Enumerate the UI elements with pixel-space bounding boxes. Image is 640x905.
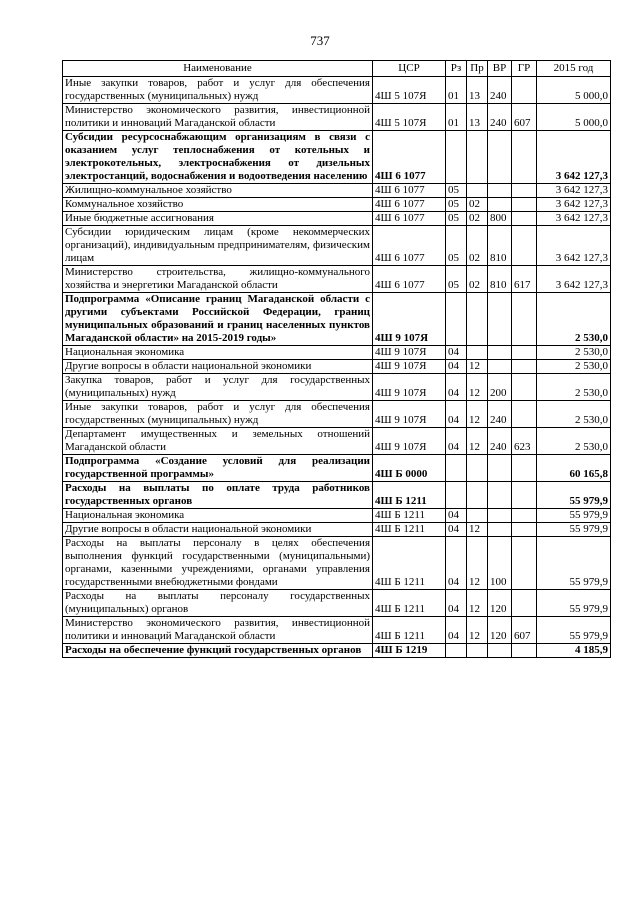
table-row (63, 523, 611, 537)
cell-name: Национальная экономика (63, 346, 373, 360)
cell-vr: 240 (488, 401, 512, 428)
page-number: 737 (310, 33, 330, 48)
cell-name: Министерство экономического развития, инвестиционной политики и инноваций Магаданской области (63, 617, 373, 644)
cell-gr (512, 212, 537, 226)
cell-amount: 3 642 127,3 (537, 184, 611, 198)
cell-pr (467, 293, 488, 346)
cell-amount: 3 642 127,3 (537, 198, 611, 212)
cell-name: Иные бюджетные ассигнования (63, 212, 373, 226)
cell-vr: 100 (488, 537, 512, 590)
cell-gr (512, 360, 537, 374)
cell-pr: 12 (467, 374, 488, 401)
cell-rz: 01 (446, 77, 467, 104)
table-row (63, 644, 611, 658)
cell-amount: 2 530,0 (537, 374, 611, 401)
cell-gr (512, 293, 537, 346)
table-row (63, 401, 611, 428)
table-row (63, 104, 611, 131)
cell-pr (467, 482, 488, 509)
table-row (63, 212, 611, 226)
cell-pr (467, 346, 488, 360)
cell-csr: 4Ш 6 1077 (373, 212, 446, 226)
cell-gr: 617 (512, 266, 537, 293)
cell-csr: 4Ш Б 1211 (373, 617, 446, 644)
cell-vr: 800 (488, 212, 512, 226)
cell-name: Иные закупки товаров, работ и услуг для обеспечения государственных (муниципальных) нужд (63, 401, 373, 428)
header-csr: ЦСР (373, 61, 446, 77)
cell-csr: 4Ш 9 107Я (373, 293, 446, 346)
cell-name: Департамент имущественных и земельных отношений Магаданской области (63, 428, 373, 455)
cell-name: Закупка товаров, работ и услуг для государственных (муниципальных) нужд (63, 374, 373, 401)
cell-pr: 12 (467, 537, 488, 590)
cell-gr (512, 198, 537, 212)
cell-rz: 05 (446, 266, 467, 293)
cell-rz (446, 482, 467, 509)
budget-table (62, 60, 611, 658)
table-row (63, 509, 611, 523)
header-amount: 2015 год (537, 61, 611, 77)
cell-rz: 04 (446, 374, 467, 401)
cell-csr: 4Ш 5 107Я (373, 104, 446, 131)
cell-gr: 607 (512, 104, 537, 131)
cell-rz (446, 644, 467, 658)
cell-amount: 2 530,0 (537, 401, 611, 428)
table-header (63, 61, 611, 77)
cell-vr (488, 523, 512, 537)
cell-rz: 04 (446, 509, 467, 523)
header-pr: Пр (467, 61, 488, 77)
cell-pr (467, 131, 488, 184)
cell-name: Расходы на выплаты персоналу в целях обеспечения выполнения функций государственными (муниципальными) органами, казенными учреждениями, органами управления государственными внебюджетными фондами (63, 537, 373, 590)
cell-vr (488, 346, 512, 360)
cell-gr (512, 226, 537, 266)
cell-amount: 3 642 127,3 (537, 131, 611, 184)
cell-csr: 4Ш 6 1077 (373, 198, 446, 212)
header-vr: ВР (488, 61, 512, 77)
cell-pr: 13 (467, 77, 488, 104)
cell-name: Подпрограмма «Создание условий для реализации государственной программы» (63, 455, 373, 482)
cell-gr (512, 77, 537, 104)
cell-vr: 120 (488, 590, 512, 617)
cell-csr: 4Ш 6 1077 (373, 226, 446, 266)
cell-vr (488, 293, 512, 346)
cell-vr: 810 (488, 266, 512, 293)
table-row (63, 266, 611, 293)
cell-name: Подпрограмма «Описание границ Магаданской области с другими субъектами Российской Федерации, границ муниципальных образований и границ населенных пунктов Магаданской области» на 2015-2019 годы» (63, 293, 373, 346)
table-row (63, 226, 611, 266)
cell-rz: 05 (446, 198, 467, 212)
table-body (63, 77, 611, 658)
header-rz: Рз (446, 61, 467, 77)
cell-rz: 05 (446, 226, 467, 266)
cell-amount: 55 979,9 (537, 509, 611, 523)
cell-rz: 04 (446, 537, 467, 590)
cell-gr (512, 482, 537, 509)
table-row (63, 617, 611, 644)
cell-rz: 05 (446, 184, 467, 198)
header-name: Наименование (63, 61, 373, 77)
cell-amount: 2 530,0 (537, 360, 611, 374)
cell-rz: 05 (446, 212, 467, 226)
cell-vr (488, 184, 512, 198)
cell-vr: 240 (488, 77, 512, 104)
cell-pr: 12 (467, 590, 488, 617)
cell-pr: 02 (467, 266, 488, 293)
cell-csr: 4Ш Б 1211 (373, 482, 446, 509)
cell-gr (512, 590, 537, 617)
cell-gr (512, 401, 537, 428)
cell-vr (488, 509, 512, 523)
cell-amount: 3 642 127,3 (537, 266, 611, 293)
table-row (63, 346, 611, 360)
table-row (63, 428, 611, 455)
table-row (63, 293, 611, 346)
cell-amount: 4 185,9 (537, 644, 611, 658)
cell-name: Жилищно-коммунальное хозяйство (63, 184, 373, 198)
cell-csr: 4Ш 9 107Я (373, 360, 446, 374)
cell-vr: 240 (488, 428, 512, 455)
cell-csr: 4Ш Б 0000 (373, 455, 446, 482)
cell-pr: 12 (467, 401, 488, 428)
cell-csr: 4Ш Б 1211 (373, 509, 446, 523)
cell-pr: 12 (467, 360, 488, 374)
cell-vr (488, 360, 512, 374)
cell-amount: 3 642 127,3 (537, 226, 611, 266)
cell-amount: 2 530,0 (537, 293, 611, 346)
cell-vr (488, 455, 512, 482)
cell-csr: 4Ш 9 107Я (373, 346, 446, 360)
cell-vr (488, 198, 512, 212)
cell-rz: 04 (446, 428, 467, 455)
cell-rz (446, 455, 467, 482)
cell-rz: 04 (446, 590, 467, 617)
cell-amount: 55 979,9 (537, 537, 611, 590)
cell-rz: 04 (446, 617, 467, 644)
cell-vr: 120 (488, 617, 512, 644)
cell-csr: 4Ш 9 107Я (373, 428, 446, 455)
cell-csr: 4Ш 9 107Я (373, 374, 446, 401)
cell-rz: 04 (446, 360, 467, 374)
cell-vr (488, 482, 512, 509)
cell-csr: 4Ш 6 1077 (373, 266, 446, 293)
cell-pr: 13 (467, 104, 488, 131)
cell-pr: 12 (467, 617, 488, 644)
table-row (63, 131, 611, 184)
cell-name: Субсидии ресурсоснабжающим организациям в связи с оказанием услуг теплоснабжения от котельных и электрокотельных, электроснабжения от дизельных электростанций, водоснабжения и водоотведения населению (63, 131, 373, 184)
cell-pr: 02 (467, 212, 488, 226)
cell-amount: 55 979,9 (537, 617, 611, 644)
cell-name: Расходы на выплаты персоналу государственных (муниципальных) органов (63, 590, 373, 617)
table-row (63, 198, 611, 212)
cell-pr: 02 (467, 226, 488, 266)
cell-csr: 4Ш 6 1077 (373, 184, 446, 198)
table-row (63, 184, 611, 198)
table-row (63, 537, 611, 590)
cell-vr: 810 (488, 226, 512, 266)
cell-name: Министерство экономического развития, инвестиционной политики и инноваций Магаданской области (63, 104, 373, 131)
cell-gr (512, 455, 537, 482)
cell-name: Министерство строительства, жилищно-коммунального хозяйства и энергетики Магаданской области (63, 266, 373, 293)
cell-amount: 5 000,0 (537, 104, 611, 131)
cell-rz: 04 (446, 401, 467, 428)
cell-amount: 55 979,9 (537, 590, 611, 617)
cell-name: Национальная экономика (63, 509, 373, 523)
cell-name: Другие вопросы в области национальной экономики (63, 523, 373, 537)
cell-rz (446, 293, 467, 346)
cell-gr: 623 (512, 428, 537, 455)
cell-vr: 200 (488, 374, 512, 401)
cell-name: Субсидии юридическим лицам (кроме некоммерческих организаций), индивидуальным предпринимателям, физическим лицам (63, 226, 373, 266)
cell-amount: 3 642 127,3 (537, 212, 611, 226)
table-row (63, 360, 611, 374)
cell-pr (467, 509, 488, 523)
cell-pr (467, 644, 488, 658)
cell-gr (512, 644, 537, 658)
header-row (63, 61, 611, 77)
cell-rz: 04 (446, 346, 467, 360)
cell-name: Иные закупки товаров, работ и услуг для обеспечения государственных (муниципальных) нужд (63, 77, 373, 104)
cell-vr (488, 644, 512, 658)
cell-gr (512, 509, 537, 523)
cell-gr (512, 537, 537, 590)
cell-name: Расходы на выплаты по оплате труда работников государственных органов (63, 482, 373, 509)
cell-csr: 4Ш 9 107Я (373, 401, 446, 428)
cell-csr: 4Ш Б 1211 (373, 590, 446, 617)
cell-vr: 240 (488, 104, 512, 131)
table-row (63, 77, 611, 104)
cell-pr: 02 (467, 198, 488, 212)
cell-pr: 12 (467, 428, 488, 455)
cell-csr: 4Ш 6 1077 (373, 131, 446, 184)
cell-pr (467, 184, 488, 198)
cell-pr: 12 (467, 523, 488, 537)
cell-csr: 4Ш Б 1219 (373, 644, 446, 658)
cell-gr (512, 523, 537, 537)
cell-name: Другие вопросы в области национальной экономики (63, 360, 373, 374)
cell-amount: 2 530,0 (537, 346, 611, 360)
cell-rz: 04 (446, 523, 467, 537)
cell-name: Расходы на обеспечение функций государственных органов (63, 644, 373, 658)
cell-amount: 60 165,8 (537, 455, 611, 482)
table-row (63, 482, 611, 509)
cell-pr (467, 455, 488, 482)
table-row (63, 590, 611, 617)
cell-amount: 55 979,9 (537, 482, 611, 509)
cell-amount: 55 979,9 (537, 523, 611, 537)
cell-csr: 4Ш Б 1211 (373, 523, 446, 537)
cell-csr: 4Ш Б 1211 (373, 537, 446, 590)
cell-rz (446, 131, 467, 184)
cell-rz: 01 (446, 104, 467, 131)
cell-amount: 5 000,0 (537, 77, 611, 104)
cell-name: Коммунальное хозяйство (63, 198, 373, 212)
table-row (63, 455, 611, 482)
cell-gr (512, 184, 537, 198)
header-gr: ГР (512, 61, 537, 77)
cell-gr: 607 (512, 617, 537, 644)
cell-gr (512, 131, 537, 184)
cell-gr (512, 374, 537, 401)
cell-gr (512, 346, 537, 360)
cell-amount: 2 530,0 (537, 428, 611, 455)
table-row (63, 374, 611, 401)
cell-csr: 4Ш 5 107Я (373, 77, 446, 104)
cell-vr (488, 131, 512, 184)
